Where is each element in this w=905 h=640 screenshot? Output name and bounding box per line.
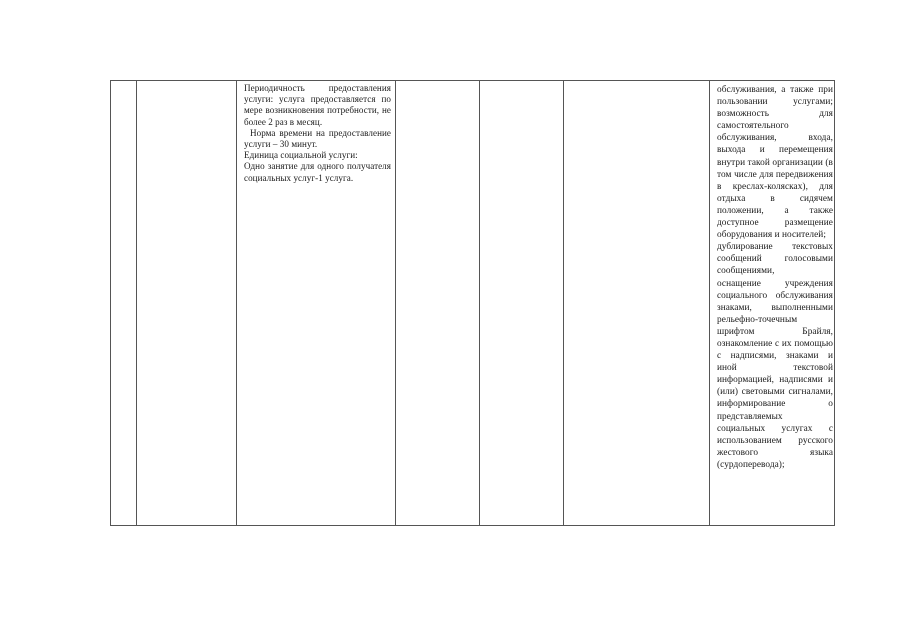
column-divider: [709, 81, 710, 525]
column-divider: [563, 81, 564, 525]
periodicity-text: Периодичность предоставления услуги: услуга предоставляется по мере возникновения потребности, не более 2 раз в месяц.: [244, 83, 391, 127]
time-norm-text: Норма времени на предоставление услуги – 30 минут.: [244, 127, 391, 150]
column-divider: [395, 81, 396, 525]
accessibility-cell: [711, 81, 836, 525]
service-unit-text: Одно занятие для одного получателя социальных услуг-1 услуга.: [244, 161, 391, 183]
service-unit-heading: Единица социальной услуги:: [244, 150, 358, 161]
voice-duplication-text: дублирование текстовых сообщений голосовыми сообщениями,: [717, 242, 833, 277]
column-divider: [236, 81, 237, 525]
service-terms-cell: [240, 81, 395, 525]
accessibility-conditions-text: обслуживания, а также при пользовании услугами; возможность для самостоятельного обслуживания, входа, выхода и перемещения внутри такой организации (в том числе для передвижения в креслах-колясках), для отдыха в сидячем положении, а также доступное размещение оборудования и носителей;: [717, 85, 833, 241]
column-divider: [136, 81, 137, 525]
services-table: [110, 80, 835, 526]
column-divider: [479, 81, 480, 525]
braille-signage-text: оснащение учреждения социального обслуживания знаками, выполненными рельефно-точечным шрифтом Брайля, ознакомление с их помощью с надписями, знаками и иной текстовой информацией, надписями и (или) световыми сигналами, информирование о представляемых социальных услугах с использованием русского жестового языка (сурдоперевода);: [717, 278, 833, 470]
